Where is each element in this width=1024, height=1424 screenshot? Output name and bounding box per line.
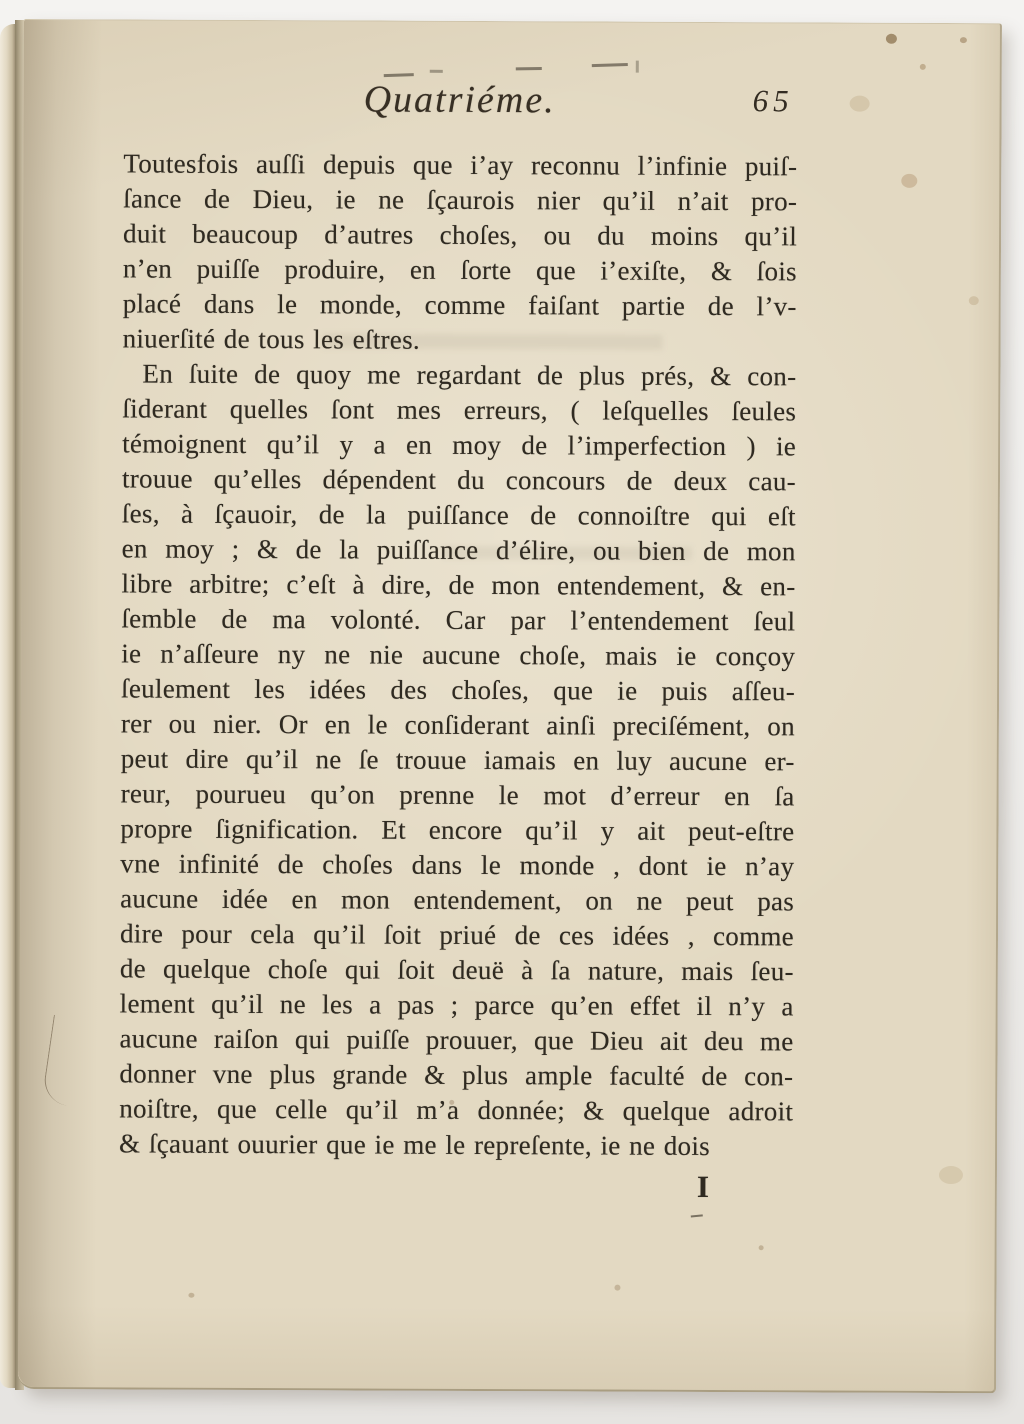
text-line: placé dans le monde, comme faiſant partie de l’v- (122, 288, 797, 322)
text-line: ſeulement les idées des choſes, que ie puis aſſeu- (121, 673, 796, 707)
text-line: n’en puiſſe produire, en ſorte que i’exiſte, & ſois (122, 253, 797, 287)
text-line: rer ou nier. Or en le conſiderant ainſi preciſément, on (120, 708, 795, 742)
foxing-spot (901, 174, 917, 188)
spine-page-edge-outer (0, 24, 15, 1388)
text-line: ſiderant quelles ſont mes erreurs, ( leſquelles ſeules (122, 393, 797, 427)
text-line: ſance de Dieu, ie ne ſçaurois nier qu’il n’ait pro- (123, 183, 798, 217)
text-line: dire pour cela qu’il ſoit priué de ces idées , comme (119, 918, 795, 952)
text-line: niuerſité de tous les eſtres. (122, 323, 421, 355)
foxing-spot (939, 1166, 963, 1184)
text-line: ſemble de ma volonté. Car par l’entendement ſeul (121, 603, 796, 637)
foxing-spot (850, 96, 870, 112)
press-smudge (516, 67, 542, 70)
text-line: Toutesfois auſſi depuis que i’ay reconnu l’infinie puiſ- (123, 148, 798, 182)
text-line: aucune idée en mon entendement, on ne peut pas (120, 883, 795, 917)
press-smudge (384, 73, 414, 77)
text-line: En ſuite de quoy me regardant de plus prés, & con- (142, 358, 797, 392)
foxing-spot (886, 34, 897, 44)
page-number: 65 (752, 83, 794, 119)
text-line: ie n’aſſeure ny ne nie aucune choſe, mais ie conçoy (121, 638, 796, 672)
text-line: propre ſignification. Et encore qu’il y ait peut-eſtre (120, 813, 795, 847)
text-line: aucune raiſon qui puiſſe prouuer, que Dieu ait deu me (119, 1023, 794, 1057)
text-line: trouue qu’elles dépendent du concours de deux cau- (121, 463, 797, 497)
foxing-spot (960, 37, 967, 43)
text-line: témoignent qu’il y a en moy de l’imperfection ) ie (122, 428, 797, 462)
text-line: & ſçauant ouurier que ie me le repreſente, ie ne dois (119, 1128, 711, 1162)
foxing-spot (614, 1285, 620, 1291)
book-page (18, 19, 1002, 1393)
running-header (124, 76, 796, 135)
text-line: noiſtre, que celle qu’il m’a donnée; & quelque adroit (119, 1093, 794, 1127)
signature-mark: I (696, 1168, 710, 1204)
text-line: de quelque choſe qui ſoit deuë à ſa nature, mais ſeu- (119, 953, 794, 987)
paper-crease-mark (41, 1015, 79, 1106)
press-smudge (430, 70, 443, 73)
text-line: en moy ; & de la puiſſance d’élire, ou bien de mon (121, 533, 796, 567)
signature-dash-mark (691, 1214, 703, 1217)
press-smudge (636, 61, 639, 73)
running-title: Quatriéme. (363, 78, 556, 122)
press-smudge (592, 63, 628, 67)
body-text (119, 146, 797, 1164)
text-line: duit beaucoup d’autres choſes, ou du moins qu’il (122, 218, 798, 252)
text-line: donner vne plus grande & plus ample faculté de con- (119, 1058, 794, 1092)
foxing-spot (920, 64, 926, 70)
text-line: libre arbitre; c’eſt à dire, de mon entendement, & en- (121, 568, 796, 602)
foxing-spot (188, 1293, 194, 1298)
signature-row (119, 1166, 793, 1217)
text-line: peut dire qu’il ne ſe trouue iamais en luy aucune er- (120, 743, 795, 777)
text-line: reur, pourueu qu’on prenne le mot d’erreur en ſa (120, 778, 795, 812)
foxing-spot (759, 1245, 764, 1250)
text-line: ſes, à ſçauoir, de la puiſſance de connoiſtre qui eſt (121, 498, 796, 532)
text-line: lement qu’il ne les a pas ; parce qu’en effet il n’y a (119, 988, 794, 1022)
text-line: vne infinité de choſes dans le monde , dont ie n’ay (120, 848, 795, 882)
foxing-spot (969, 296, 979, 305)
